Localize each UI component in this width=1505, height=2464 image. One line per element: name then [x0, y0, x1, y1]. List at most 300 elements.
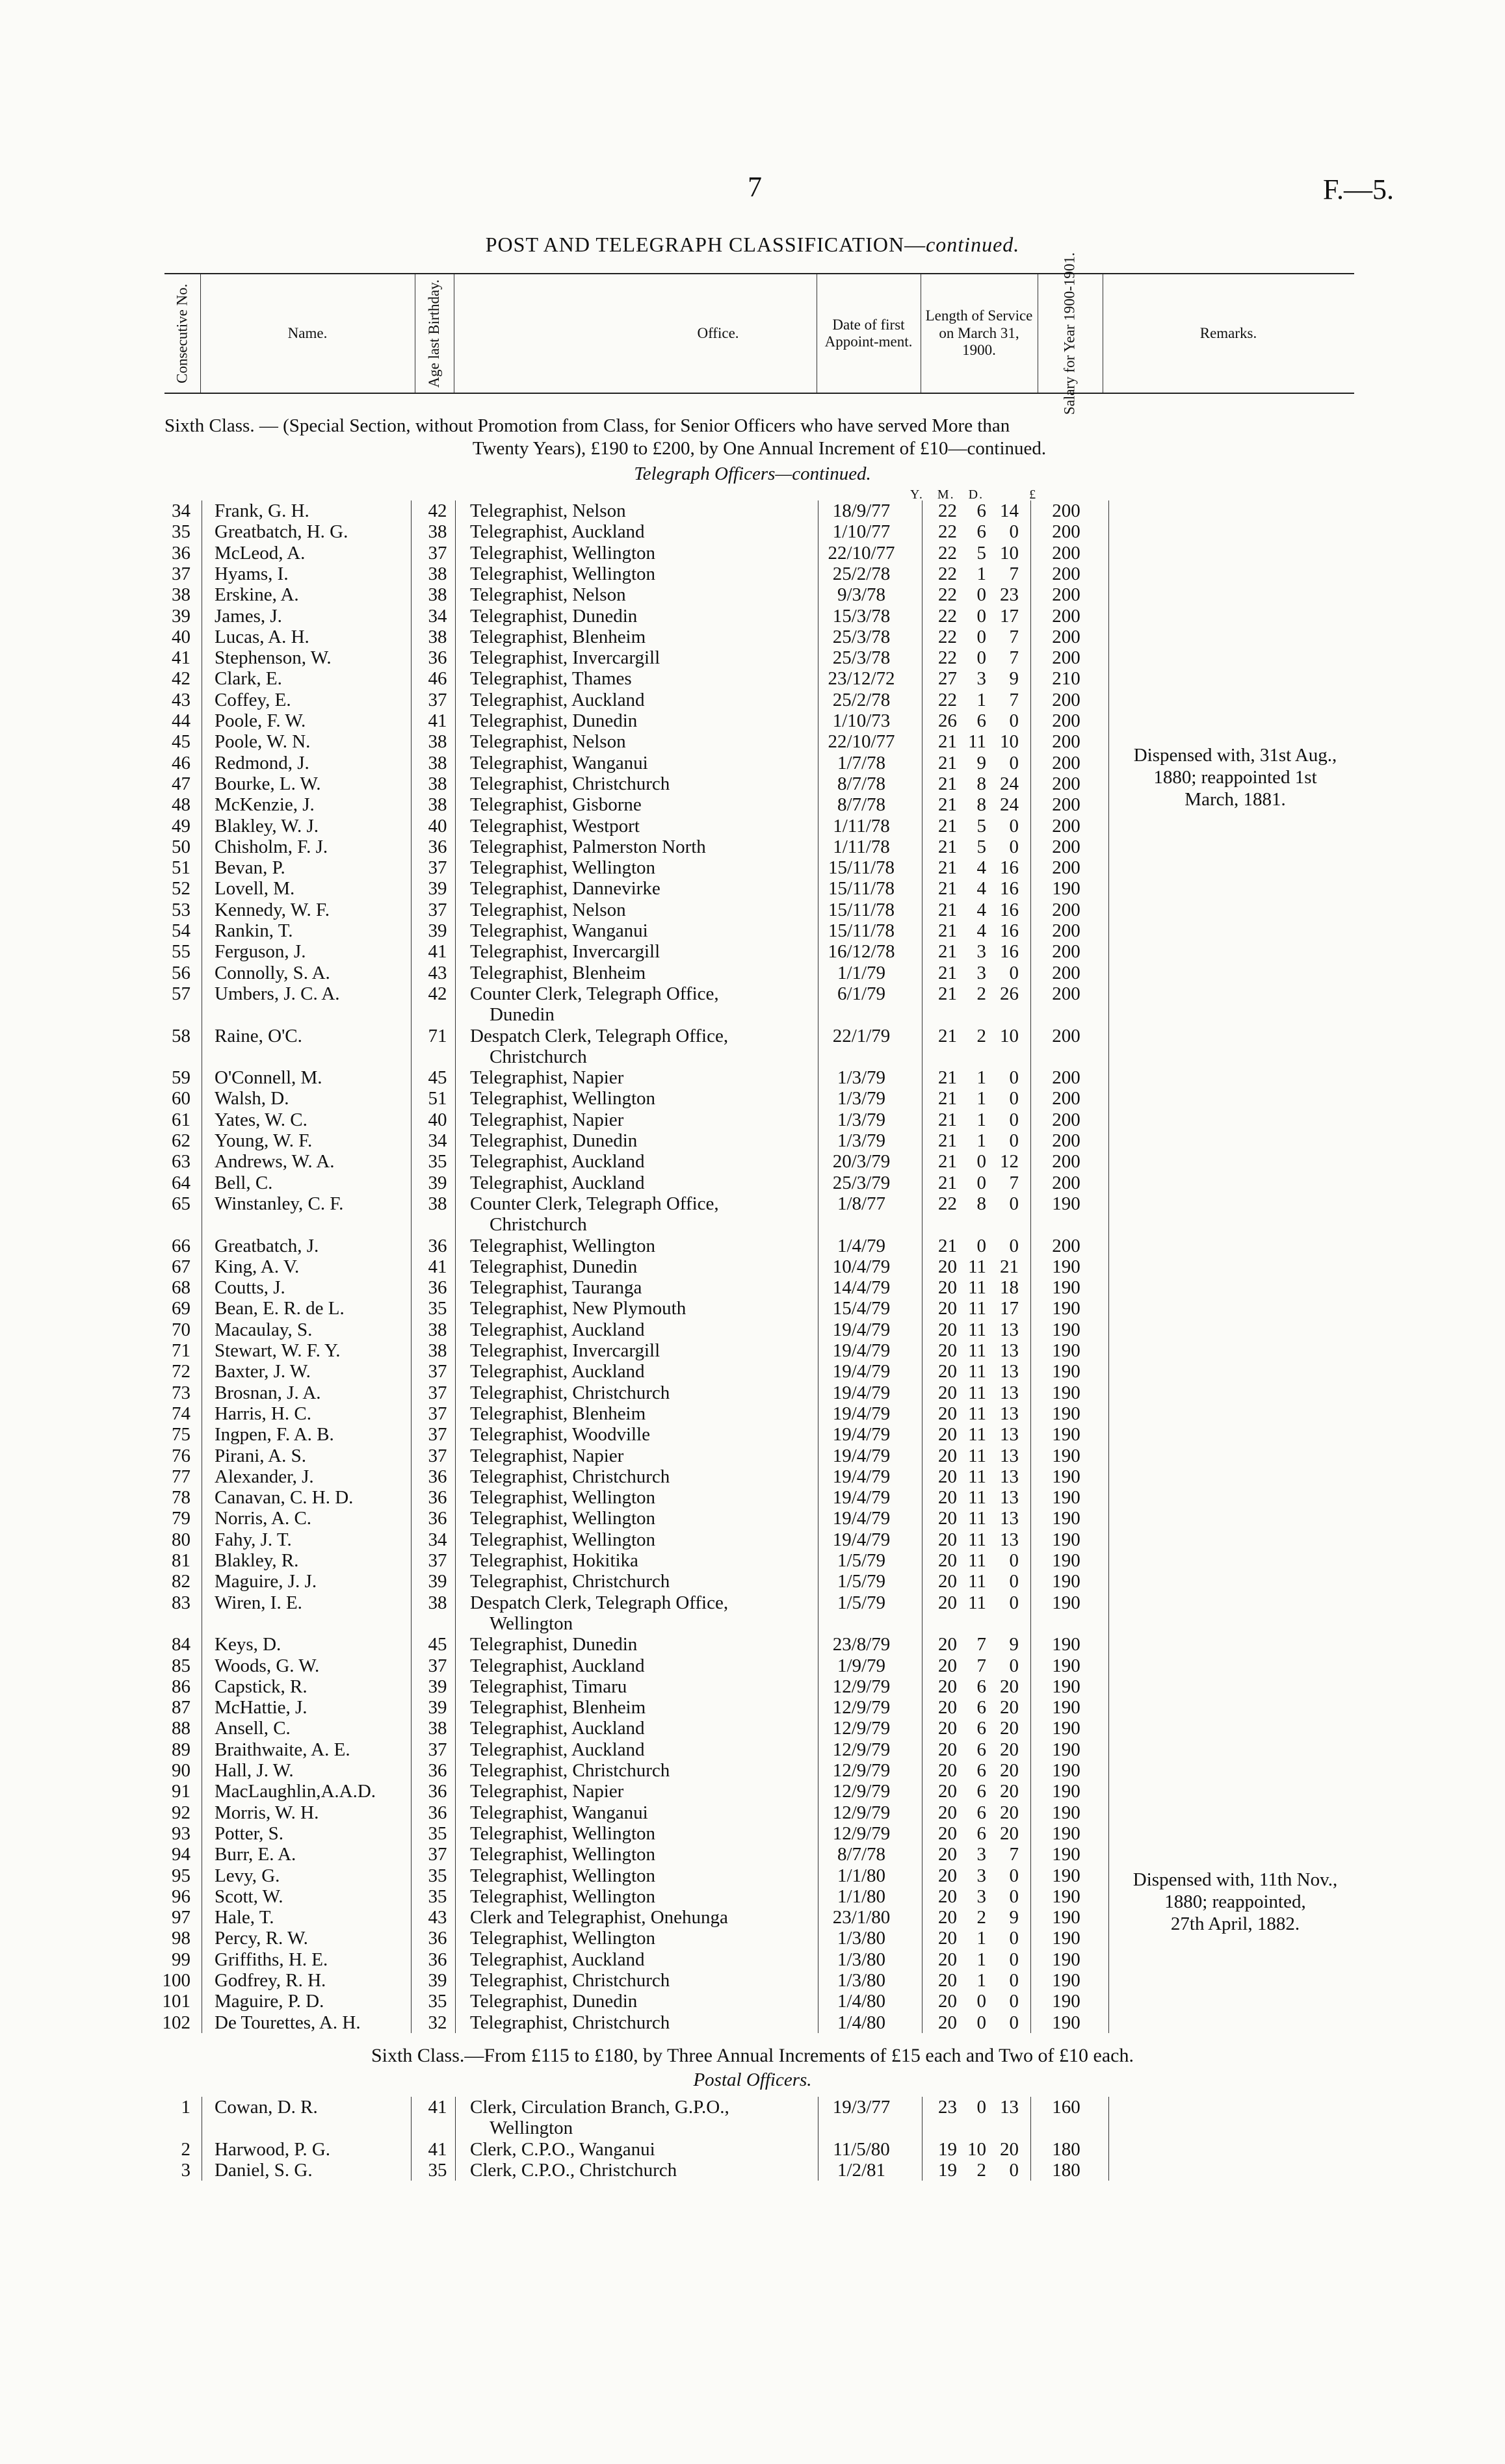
- row-years: 20: [938, 1403, 957, 1424]
- row-date: 25/2/78: [832, 563, 891, 584]
- row-years: 20: [938, 1466, 957, 1487]
- row-age: 46: [428, 668, 447, 690]
- row-salary: 190: [1052, 1634, 1080, 1655]
- row-age: 41: [428, 2138, 447, 2160]
- row-months: 5: [976, 542, 986, 564]
- row-age: 41: [428, 2096, 447, 2118]
- row-no: 60: [172, 1088, 190, 1109]
- row-age: 36: [428, 1508, 447, 1529]
- header-age: Age last Birthday.: [425, 279, 442, 388]
- row-days: 0: [1009, 962, 1019, 983]
- row-months: 7: [976, 1655, 986, 1676]
- row-years: 21: [938, 752, 957, 773]
- row-months: 1: [976, 1109, 986, 1130]
- row-months: 1: [976, 1949, 986, 1970]
- row-salary: 200: [1052, 521, 1080, 543]
- row-name: Woods, G. W.: [215, 1655, 320, 1676]
- row-years: 20: [938, 1340, 957, 1361]
- row-years: 27: [938, 668, 957, 690]
- row-name: Canavan, C. H. D.: [215, 1487, 354, 1509]
- row-name: Percy, R. W.: [215, 1928, 308, 1949]
- row-months: 0: [976, 605, 986, 627]
- row-no: 49: [172, 815, 190, 836]
- row-years: 20: [938, 1445, 957, 1466]
- row-date: 19/4/79: [832, 1445, 891, 1466]
- row-office: Telegraphist, Westport: [470, 815, 640, 836]
- row-months: 3: [976, 962, 986, 983]
- row-office: Telegraphist, Auckland: [470, 1172, 645, 1193]
- row-date: 14/4/79: [832, 1277, 891, 1299]
- row-months: 2: [976, 2159, 986, 2181]
- row-name: Poole, W. N.: [215, 731, 311, 753]
- row-date: 1/8/77: [837, 1193, 886, 1214]
- row-days: 16: [1000, 857, 1019, 879]
- section-line-1: Sixth Class. — (Special Section, without Promotion from Class, for Senior Officers who have served More than: [164, 415, 1010, 436]
- column-rule: [1108, 2097, 1109, 2181]
- row-months: 6: [976, 1676, 986, 1697]
- row-office: Clerk, C.P.O., Christchurch: [470, 2159, 677, 2181]
- row-salary: 200: [1052, 1172, 1080, 1193]
- row-name: Chisholm, F. J.: [215, 836, 328, 857]
- row-months: 7: [976, 1634, 986, 1655]
- row-salary: 160: [1052, 2096, 1080, 2118]
- page-title: [0, 233, 1505, 257]
- row-salary: 190: [1052, 1844, 1080, 1865]
- row-age: 40: [428, 815, 447, 836]
- row-days: 17: [1000, 1298, 1019, 1319]
- row-age: 36: [428, 1277, 447, 1299]
- row-no: 35: [172, 521, 190, 543]
- row-age: 37: [428, 1424, 447, 1446]
- row-no: 95: [172, 1865, 190, 1886]
- row-months: 4: [976, 899, 986, 920]
- row-office: Telegraphist, Nelson: [470, 899, 626, 920]
- row-name: Young, W. F.: [215, 1130, 313, 1151]
- row-months: 8: [976, 1193, 986, 1214]
- row-days: 23: [1000, 584, 1019, 606]
- row-name: Andrews, W. A.: [215, 1151, 335, 1173]
- row-months: 1: [976, 689, 986, 710]
- row-office: Telegraphist, Dunedin: [470, 605, 638, 627]
- row-age: 39: [428, 920, 447, 941]
- row-date: 19/4/79: [832, 1487, 891, 1509]
- row-days: 26: [1000, 983, 1019, 1004]
- row-date: 15/11/78: [828, 857, 895, 879]
- row-age: 38: [428, 626, 447, 647]
- row-years: 21: [938, 1172, 957, 1193]
- row-years: 22: [938, 626, 957, 647]
- row-years: 20: [938, 1319, 957, 1340]
- row-date: 15/11/78: [828, 878, 895, 900]
- row-years: 21: [938, 1109, 957, 1130]
- row-days: 14: [1000, 500, 1019, 521]
- row-months: 10: [967, 2138, 986, 2160]
- row-salary: 190: [1052, 1256, 1080, 1277]
- row-date: 1/3/79: [837, 1130, 886, 1151]
- row-name: Levy, G.: [215, 1865, 280, 1886]
- row-days: 24: [1000, 794, 1019, 816]
- section-heading-1: [164, 415, 1354, 460]
- row-years: 20: [938, 1697, 957, 1718]
- row-days: 7: [1009, 1844, 1019, 1865]
- row-no: 56: [172, 962, 190, 983]
- row-months: 0: [976, 2012, 986, 2033]
- row-date: 1/4/80: [837, 1991, 886, 2012]
- row-no: 79: [172, 1508, 190, 1529]
- row-office: Telegraphist, Auckland: [470, 521, 645, 543]
- column-rule: [1108, 500, 1109, 2033]
- row-date: 1/4/80: [837, 2012, 886, 2033]
- row-years: 20: [938, 1424, 957, 1446]
- row-salary: 200: [1052, 899, 1080, 920]
- row-years: 26: [938, 710, 957, 731]
- row-office: Clerk, C.P.O., Wanganui: [470, 2138, 655, 2160]
- row-months: 1: [976, 1088, 986, 1109]
- row-date: 1/1/79: [837, 962, 886, 983]
- row-years: 20: [938, 1802, 957, 1823]
- row-age: 35: [428, 1886, 447, 1907]
- row-age: 34: [428, 1529, 447, 1550]
- row-months: 6: [976, 1781, 986, 1802]
- row-salary: 200: [1052, 815, 1080, 836]
- row-months: 11: [968, 1256, 986, 1277]
- row-office: Telegraphist, Dunedin: [470, 1634, 638, 1655]
- row-no: 41: [172, 647, 190, 669]
- row-date: 1/9/79: [837, 1655, 886, 1676]
- row-office: Telegraphist, Auckland: [470, 1739, 645, 1760]
- row-no: 55: [172, 941, 190, 963]
- row-no: 94: [172, 1844, 190, 1865]
- row-office: Telegraphist, Christchurch: [470, 1760, 670, 1781]
- row-age: 37: [428, 1844, 447, 1865]
- row-no: 40: [172, 626, 190, 647]
- row-months: 6: [976, 710, 986, 731]
- row-no: 43: [172, 689, 190, 710]
- row-date: 15/4/79: [832, 1298, 891, 1319]
- row-days: 0: [1009, 836, 1019, 857]
- row-salary: 200: [1052, 920, 1080, 941]
- row-days: 13: [1000, 1382, 1019, 1403]
- row-date: 11/5/80: [833, 2138, 890, 2160]
- row-days: 9: [1009, 1907, 1019, 1928]
- row-date: 16/12/78: [828, 941, 895, 963]
- row-no: 44: [172, 710, 190, 731]
- row-months: 11: [968, 1298, 986, 1319]
- row-days: 13: [1000, 1340, 1019, 1361]
- page-reference: F.—5.: [1323, 174, 1394, 205]
- row-date: 1/2/81: [837, 2159, 886, 2181]
- row-date: 15/11/78: [828, 899, 895, 920]
- row-years: 22: [938, 689, 957, 710]
- row-days: 0: [1009, 1592, 1019, 1613]
- row-days: 0: [1009, 1088, 1019, 1109]
- row-months: 0: [976, 1235, 986, 1256]
- row-months: 11: [968, 1424, 986, 1446]
- row-date: 12/9/79: [832, 1781, 891, 1802]
- row-name: Stephenson, W.: [215, 647, 332, 669]
- row-years: 20: [938, 1550, 957, 1571]
- row-years: 21: [938, 1130, 957, 1151]
- row-no: 82: [172, 1571, 190, 1592]
- row-days: 13: [1000, 2096, 1019, 2118]
- row-office: Telegraphist, Auckland: [470, 689, 645, 710]
- row-age: 35: [428, 1991, 447, 2012]
- row-days: 13: [1000, 1403, 1019, 1424]
- row-office: Telegraphist, Napier: [470, 1445, 624, 1466]
- row-no: 2: [181, 2138, 190, 2160]
- row-office: Telegraphist, Christchurch: [470, 1970, 670, 1991]
- row-age: 39: [428, 1571, 447, 1592]
- row-salary: 200: [1052, 1130, 1080, 1151]
- section-line-2: Twenty Years), £190 to £200, by One Annual Increment of £10—continued.: [472, 438, 1047, 459]
- row-office: Telegraphist, Wellington: [470, 542, 656, 564]
- row-name: Rankin, T.: [215, 920, 293, 941]
- row-months: 11: [968, 1319, 986, 1340]
- row-name: Norris, A. C.: [215, 1508, 312, 1529]
- row-office: Telegraphist, Blenheim: [470, 626, 646, 647]
- row-days: 7: [1009, 626, 1019, 647]
- column-rule: [455, 2097, 456, 2181]
- row-no: 89: [172, 1739, 190, 1760]
- row-office: Telegraphist, Auckland: [470, 1718, 645, 1739]
- row-office: Telegraphist, Christchurch: [470, 2012, 670, 2033]
- row-days: 0: [1009, 1130, 1019, 1151]
- row-salary: 200: [1052, 836, 1080, 857]
- row-office: Telegraphist, Palmerston North: [470, 836, 706, 857]
- row-salary: 190: [1052, 878, 1080, 900]
- row-name: Scott, W.: [215, 1886, 283, 1907]
- row-months: 11: [968, 1466, 986, 1487]
- row-age: 37: [428, 1739, 447, 1760]
- row-years: 21: [938, 731, 957, 753]
- row-months: 11: [968, 1571, 986, 1592]
- row-office: Telegraphist, Christchurch: [470, 1382, 670, 1403]
- row-salary: 200: [1052, 773, 1080, 794]
- row-no: 92: [172, 1802, 190, 1823]
- row-date: 19/4/79: [832, 1382, 891, 1403]
- row-salary: 200: [1052, 731, 1080, 753]
- row-office: Telegraphist, Napier: [470, 1781, 624, 1802]
- row-no: 72: [172, 1361, 190, 1382]
- row-no: 1: [181, 2096, 190, 2118]
- row-no: 39: [172, 605, 190, 627]
- row-office: Telegraphist, Wellington: [470, 1487, 656, 1509]
- row-date: 22/10/77: [828, 542, 895, 564]
- row-date: 1/3/80: [837, 1928, 886, 1949]
- header-salary: Salary for Year 1900-1901.: [1061, 252, 1078, 415]
- row-age: 37: [428, 689, 447, 710]
- row-name: Maguire, P. D.: [215, 1991, 324, 2012]
- row-months: 6: [976, 1822, 986, 1844]
- row-no: 63: [172, 1151, 190, 1173]
- row-age: 35: [428, 1298, 447, 1319]
- row-no: 70: [172, 1319, 190, 1340]
- row-name: Ferguson, J.: [215, 941, 306, 963]
- column-rule: [1030, 2097, 1031, 2181]
- row-date: 18/9/77: [832, 500, 891, 521]
- row-date: 20/3/79: [832, 1151, 891, 1173]
- row-date: 8/7/78: [837, 794, 886, 816]
- row-office: Clerk, Circulation Branch, G.P.O.,: [470, 2096, 729, 2118]
- row-months: 1: [976, 1067, 986, 1089]
- row-no: 81: [172, 1550, 190, 1571]
- row-salary: 190: [1052, 1928, 1080, 1949]
- row-no: 42: [172, 668, 190, 690]
- row-no: 101: [162, 1991, 190, 2012]
- row-age: 45: [428, 1634, 447, 1655]
- row-years: 20: [938, 1970, 957, 1991]
- row-salary: 200: [1052, 500, 1080, 521]
- row-no: 75: [172, 1424, 190, 1446]
- row-days: 0: [1009, 1865, 1019, 1886]
- row-name: Fahy, J. T.: [215, 1529, 292, 1550]
- row-name: Raine, O'C.: [215, 1025, 302, 1046]
- row-age: 37: [428, 1382, 447, 1403]
- row-no: 50: [172, 836, 190, 857]
- row-days: 20: [1000, 1781, 1019, 1802]
- row-age: 36: [428, 1466, 447, 1487]
- row-days: 24: [1000, 773, 1019, 794]
- header-date: Date of first Appoint-ment.: [824, 316, 913, 350]
- row-salary: 190: [1052, 1886, 1080, 1907]
- row-months: 0: [976, 626, 986, 647]
- row-office: Telegraphist, Wellington: [470, 1928, 656, 1949]
- row-days: 13: [1000, 1466, 1019, 1487]
- row-salary: 200: [1052, 962, 1080, 983]
- row-name: Redmond, J.: [215, 752, 309, 773]
- row-office: Telegraphist, Auckland: [470, 1151, 645, 1173]
- row-salary: 190: [1052, 2012, 1080, 2033]
- row-age: 37: [428, 1655, 447, 1676]
- row-name: Greatbatch, H. G.: [215, 521, 348, 543]
- row-years: 20: [938, 1886, 957, 1907]
- row-name: Ansell, C.: [215, 1718, 291, 1739]
- row-days: 20: [1000, 2138, 1019, 2160]
- row-years: 21: [938, 983, 957, 1004]
- row-age: 38: [428, 1319, 447, 1340]
- row-name: Macaulay, S.: [215, 1319, 313, 1340]
- row-age: 36: [428, 836, 447, 857]
- row-office: Telegraphist, Auckland: [470, 1361, 645, 1382]
- row-salary: 190: [1052, 1550, 1080, 1571]
- row-salary: 190: [1052, 1592, 1080, 1613]
- row-years: 21: [938, 962, 957, 983]
- row-age: 36: [428, 647, 447, 669]
- row-no: 76: [172, 1445, 190, 1466]
- row-no: 74: [172, 1403, 190, 1424]
- row-office: Telegraphist, Blenheim: [470, 1403, 646, 1424]
- row-years: 22: [938, 500, 957, 521]
- row-age: 38: [428, 794, 447, 816]
- row-age: 41: [428, 941, 447, 963]
- row-salary: 200: [1052, 710, 1080, 731]
- row-salary: 190: [1052, 1970, 1080, 1991]
- row-date: 19/4/79: [832, 1529, 891, 1550]
- row-age: 40: [428, 1109, 447, 1130]
- row-name: Potter, S.: [215, 1822, 283, 1844]
- row-salary: 190: [1052, 1571, 1080, 1592]
- row-no: 34: [172, 500, 190, 521]
- column-rule: [411, 2097, 412, 2181]
- subsection-postal: Postal Officers.: [693, 2069, 812, 2090]
- row-age: 37: [428, 857, 447, 879]
- row-months: 1: [976, 1928, 986, 1949]
- row-age: 37: [428, 1403, 447, 1424]
- row-days: 0: [1009, 1886, 1019, 1907]
- row-office-continued: Christchurch: [490, 1214, 587, 1236]
- row-name: James, J.: [215, 605, 282, 627]
- row-date: 19/4/79: [832, 1319, 891, 1340]
- row-name: Wiren, I. E.: [215, 1592, 302, 1613]
- row-salary: 190: [1052, 1403, 1080, 1424]
- row-office: Telegraphist, Dunedin: [470, 1256, 638, 1277]
- row-no: 69: [172, 1298, 190, 1319]
- row-days: 13: [1000, 1508, 1019, 1529]
- row-salary: 190: [1052, 1802, 1080, 1823]
- row-months: 6: [976, 1718, 986, 1739]
- row-days: 9: [1009, 1634, 1019, 1655]
- row-date: 1/11/78: [833, 836, 890, 857]
- row-years: 20: [938, 1571, 957, 1592]
- row-no: 46: [172, 752, 190, 773]
- row-date: 12/9/79: [832, 1802, 891, 1823]
- header-remarks: Remarks.: [1199, 324, 1257, 341]
- row-name: McKenzie, J.: [215, 794, 315, 816]
- row-no: 96: [172, 1886, 190, 1907]
- row-days: 0: [1009, 2159, 1019, 2181]
- row-salary: 190: [1052, 1676, 1080, 1697]
- row-name: Ingpen, F. A. B.: [215, 1424, 334, 1446]
- row-salary: 200: [1052, 605, 1080, 627]
- row-age: 38: [428, 563, 447, 584]
- row-office: Telegraphist, Nelson: [470, 500, 626, 521]
- row-no: 65: [172, 1193, 190, 1214]
- row-name: Kennedy, W. F.: [215, 899, 330, 920]
- row-date: 1/5/79: [837, 1550, 886, 1571]
- row-age: 35: [428, 1151, 447, 1173]
- row-no: 93: [172, 1822, 190, 1844]
- row-months: 6: [976, 1739, 986, 1760]
- row-date: 23/12/72: [828, 668, 895, 690]
- row-office: Telegraphist, Woodville: [470, 1424, 650, 1446]
- row-years: 19: [938, 2159, 957, 2181]
- title-main: POST AND TELEGRAPH CLASSIFICATION—: [485, 233, 926, 256]
- row-office-continued: Dunedin: [490, 1004, 555, 1026]
- row-date: 1/3/79: [837, 1109, 886, 1130]
- row-age: 71: [428, 1025, 447, 1046]
- row-years: 20: [938, 1949, 957, 1970]
- row-date: 23/8/79: [832, 1634, 891, 1655]
- row-office: Counter Clerk, Telegraph Office,: [470, 983, 719, 1004]
- row-date: 1/3/79: [837, 1088, 886, 1109]
- row-salary: 190: [1052, 1193, 1080, 1214]
- row-age: 38: [428, 731, 447, 753]
- row-office: Telegraphist, Invercargill: [470, 941, 661, 963]
- row-salary: 200: [1052, 1088, 1080, 1109]
- row-name: Hyams, I.: [215, 563, 289, 584]
- row-no: 37: [172, 563, 190, 584]
- row-days: 0: [1009, 1067, 1019, 1089]
- row-salary: 200: [1052, 983, 1080, 1004]
- row-office: Telegraphist, Christchurch: [470, 1571, 670, 1592]
- row-office: Telegraphist, Wellington: [470, 1822, 656, 1844]
- row-months: 6: [976, 1802, 986, 1823]
- row-days: 20: [1000, 1760, 1019, 1781]
- row-age: 42: [428, 500, 447, 521]
- row-years: 21: [938, 815, 957, 836]
- row-years: 20: [938, 1592, 957, 1613]
- row-age: 37: [428, 542, 447, 564]
